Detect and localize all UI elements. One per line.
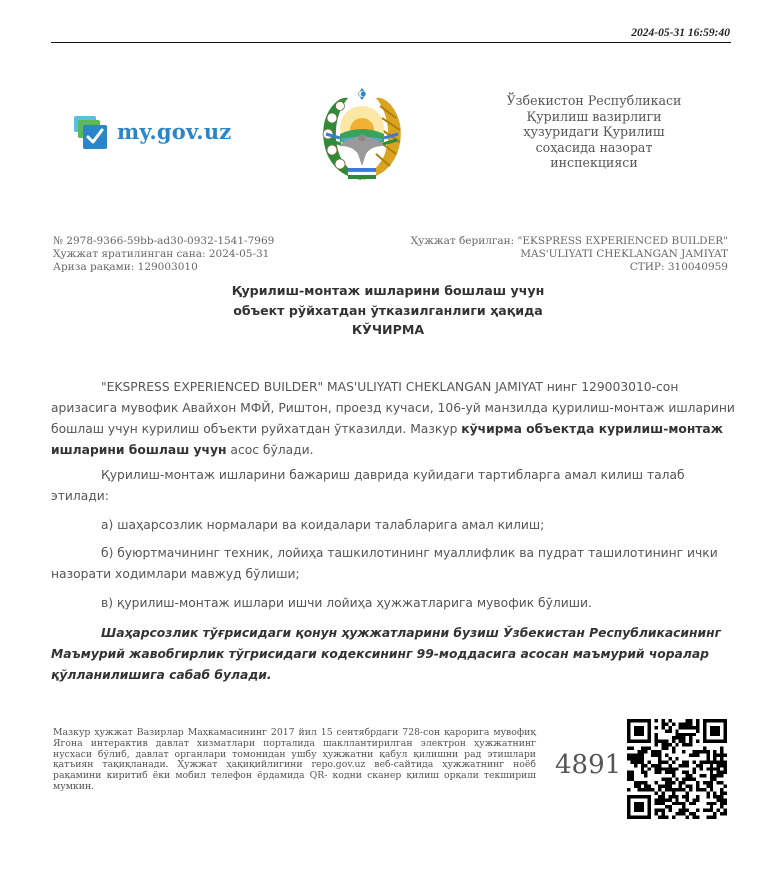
issued-to-line2: MAS'ULIYATI CHEKLANGAN JAMIYAT	[520, 248, 728, 260]
document-number: № 2978-9366-59bb-ad30-0932-1541-7969	[53, 235, 275, 247]
header-divider	[51, 42, 731, 43]
issuer-line: Ўзбекистон Республикаси	[506, 93, 682, 108]
uzbekistan-state-emblem	[318, 84, 406, 188]
verification-code: 4891	[555, 750, 622, 780]
body-bold-text: кўчирма объектда курилиш-монтаж ишларини бошлаш учун	[51, 422, 723, 457]
print-timestamp: 2024-05-31 16:59:40	[631, 27, 730, 39]
title-line: объект рўйхатдан ўтказилганлиги ҳақида	[233, 302, 543, 318]
document-created-date: Ҳужжат яратилинган сана: 2024-05-31	[53, 248, 270, 260]
recipient-meta	[411, 235, 728, 274]
application-number: Ариза рақами: 129003010	[53, 261, 198, 273]
footer-note: Мазкур ҳужжат Вазирлар Маҳкамасининг 2017 йил 15 сентябрдаги 728-сон қарорига мувофиқ Ягона интерактив давлат хизматлари порталида шакллантирилган электрон ҳужжатнинг нусхаси бўлиб, давлат органлари томонидан ушбу ҳужжатни қабул қилишни рад этишлари қатъиян тақиқланади. Ҳужжат ҳақиқийлигини repo.gov.uz веб-сайтида ҳужжатнинг ноёб рақамини киритиб ёки мобил телефон ёрдамида QR- кодни сканер қилиш орқали текшириш мумкин.	[53, 727, 536, 792]
requirement-item-a: а) шаҳарсозлик нормалари ва коидалари талабларига амал килиш;	[101, 518, 545, 532]
body-text: асос бўлади.	[226, 443, 314, 457]
body-paragraph-requirements: Қурилиш-монтаж ишларини бажариш даврида куйидаги тартибларга амал килиш талаб этилади:	[51, 468, 685, 503]
document-title	[0, 281, 776, 340]
issuing-authority	[496, 93, 692, 171]
checkbox-stack-icon	[72, 114, 112, 154]
document-meta	[53, 235, 274, 274]
body-text: "EKSPRESS EXPERIENCED BUILDER" MAS'ULIYATI CHEKLANGAN JAMIYAT нинг 129003010-сон аризасига мувофик Авайхон МФЙ, Риштон, проезд кучаси, 106-уй манзилда қурилиш-монтаж ишларини бошлаш учун курилиш объекти руйхатдан ўтказилди. Мазкур	[51, 380, 735, 436]
title-line: КЎЧИРМА	[351, 322, 425, 337]
body-paragraph-main	[51, 377, 735, 461]
recipient-tin: СТИР: 310040959	[629, 261, 728, 273]
mygov-logo-text: my.gov.uz	[117, 119, 232, 144]
mygov-logo	[72, 114, 232, 154]
requirement-item-b: б) буюртмачининг техник, лойиҳа ташкилотининг муаллифлик ва пудрат ташилотининг ички назорати ходимлари мавжуд бўлиши;	[51, 546, 718, 581]
issuer-line: соҳасида назорат	[535, 139, 653, 155]
qr-code-icon[interactable]	[627, 719, 727, 819]
title-line: Қурилиш-монтаж ишларини бошлаш учун	[231, 283, 545, 298]
issuer-line: ҳузуридаги Қурилиш	[523, 124, 665, 139]
requirement-item-v: в) қурилиш-монтаж ишлари ишчи лойиҳа ҳужжатларига мувофик бўлиши.	[101, 596, 592, 610]
legal-warning: Шаҳарсозлик тўғрисидаги қонун ҳужжатларини бузиш Ўзбекистан Республикасининг Маъмурий жавобгирлик тўгрисидаги кодексининг 99-моддасига асосан маъмурий чоралар қўлланилишига сабаб булади.	[51, 626, 722, 682]
issuer-line: Қурилиш вазирлиги	[526, 108, 662, 124]
issuer-line: инспекцияси	[550, 155, 638, 170]
issued-to-line1: Ҳужжат берилган: "EKSPRESS EXPERIENCED BUILDER"	[410, 235, 728, 247]
